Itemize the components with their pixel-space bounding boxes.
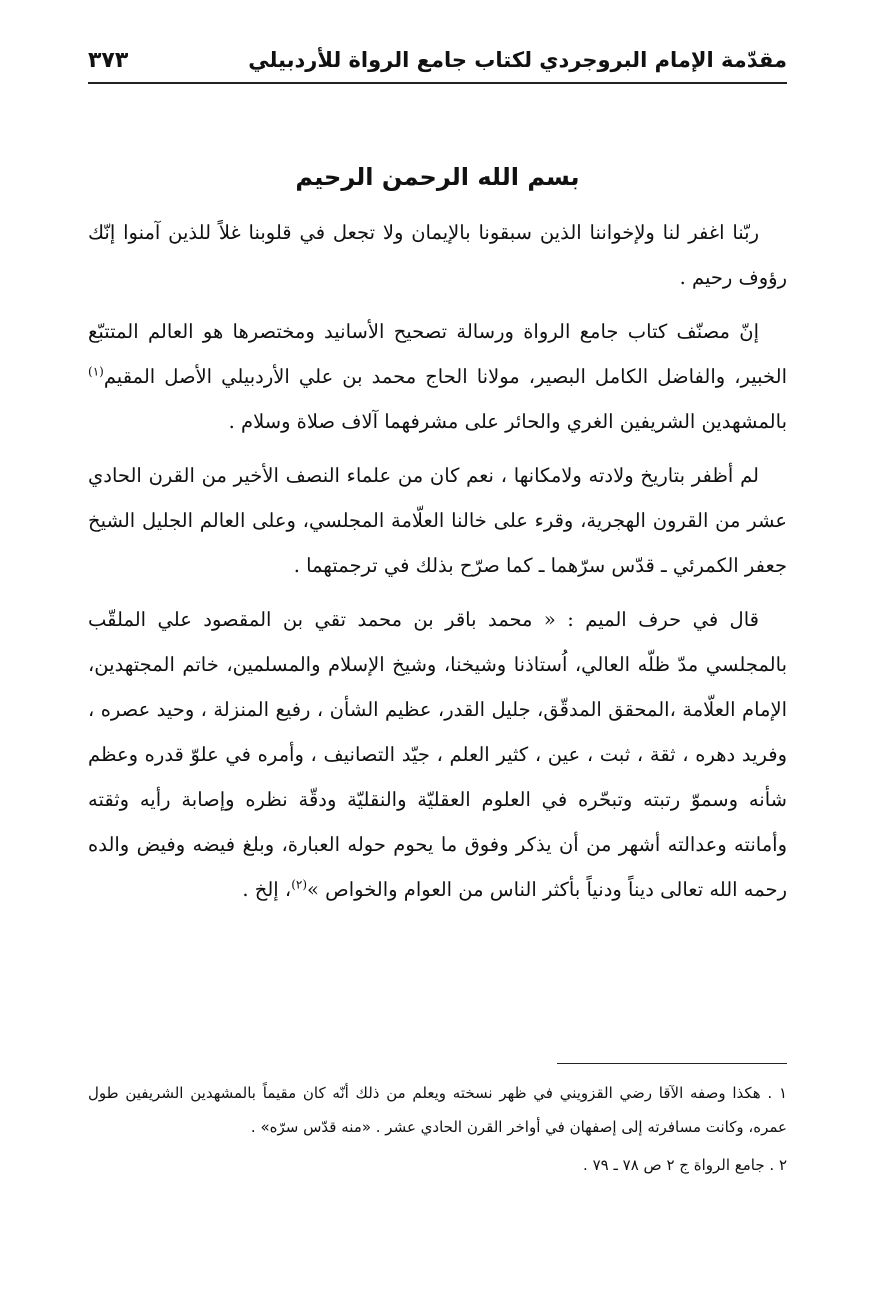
paragraph: لم أظفر بتاريخ ولادته ولامكانها ، نعم كان من علماء النصف الأخير من القرن الحادي عشر من القرون الهجرية، وقرء على خالنا العلّامة المجلسي، وعلى العالم الجليل الشيخ جعفر الكمرئي ـ قدّس سرّهما ـ كما صرّح بذلك في ترجمتهما . <box>88 464 787 577</box>
footnote-reference[interactable]: (١) <box>88 364 104 379</box>
page-number: ٣٧٣ <box>88 47 129 73</box>
paragraph-text: قال في حرف الميم : « محمد باقر بن محمد تقي بن المقصود علي الملقّب بالمجلسي مدّ ظلّه العالي، اُستاذنا وشيخنا، وشيخ الإسلام والمسلمين، خاتم المجتهدين، الإمام العلّامة ،المحقق المدقّق، جليل القدر، عظيم الشأن ، رفيع المنزلة ، وحيد عصره ، وفريد دهره ، ثقة ، ثبت ، عين ، كثير العلم ، جيّد التصانيف ، وأمره في علوّ قدره وعظم شأنه وسموّ رتبته وتبحّره في العلوم العقليّة والنقليّة ودقّة نظره وإصابة رأيه وثقته وأمانته وعدالته أشهر من أن يذكر وفوق ما يحوم حوله العبارة، وبلغ فيضه وفيض والده رحمه الله تعالى ديناً ودنياً بأكثر الناس من العوام والخواص » <box>88 608 787 901</box>
main-text <box>88 210 787 921</box>
running-header <box>88 38 787 84</box>
footnote: ٢ . جامع الرواة ج ٢ ص ٧٨ ـ ٧٩ . <box>583 1156 787 1174</box>
paragraph <box>88 597 787 912</box>
paragraph <box>88 309 787 444</box>
running-title: مقدّمة الإمام البروجردي لكتاب جامع الرواة للأردبيلي <box>248 48 787 72</box>
paragraph-text: إنّ مصنّف كتاب جامع الرواة ورسالة تصحيح الأسانيد ومختصرها هو العالم المتتبّع الخبير، والفاضل الكامل البصير، مولانا الحاج محمد بن علي الأردبيلي الأصل المقيم <box>88 320 787 388</box>
footnote-divider <box>557 1063 787 1064</box>
footnotes <box>88 1076 787 1186</box>
footnote: ١ . هكذا وصفه الآقا رضي القزويني في ظهر نسخته ويعلم من ذلك أنّه كان مقيماً بالمشهدين الشريفين طول عمره، وكانت مسافرته إلى إصفهان في أواخر القرن الحادي عشر . «منه قدّس سرّه» . <box>88 1084 787 1136</box>
paragraph-text: بالمشهدين الشريفين الغري والحائر على مشرفهما آلاف صلاة وسلام . <box>228 410 787 433</box>
basmala-heading: بسم الله الرحمن الرحيم <box>295 163 580 191</box>
footnote-reference[interactable]: (٢) <box>291 877 308 892</box>
paragraph: ربّنا اغفر لنا ولإخواننا الذين سبقونا بالإيمان ولا تجعل في قلوبنا غلاً للذين آمنوا إنّك رؤوف رحيم . <box>88 221 787 289</box>
paragraph-text: ، إلخ . <box>242 878 292 901</box>
